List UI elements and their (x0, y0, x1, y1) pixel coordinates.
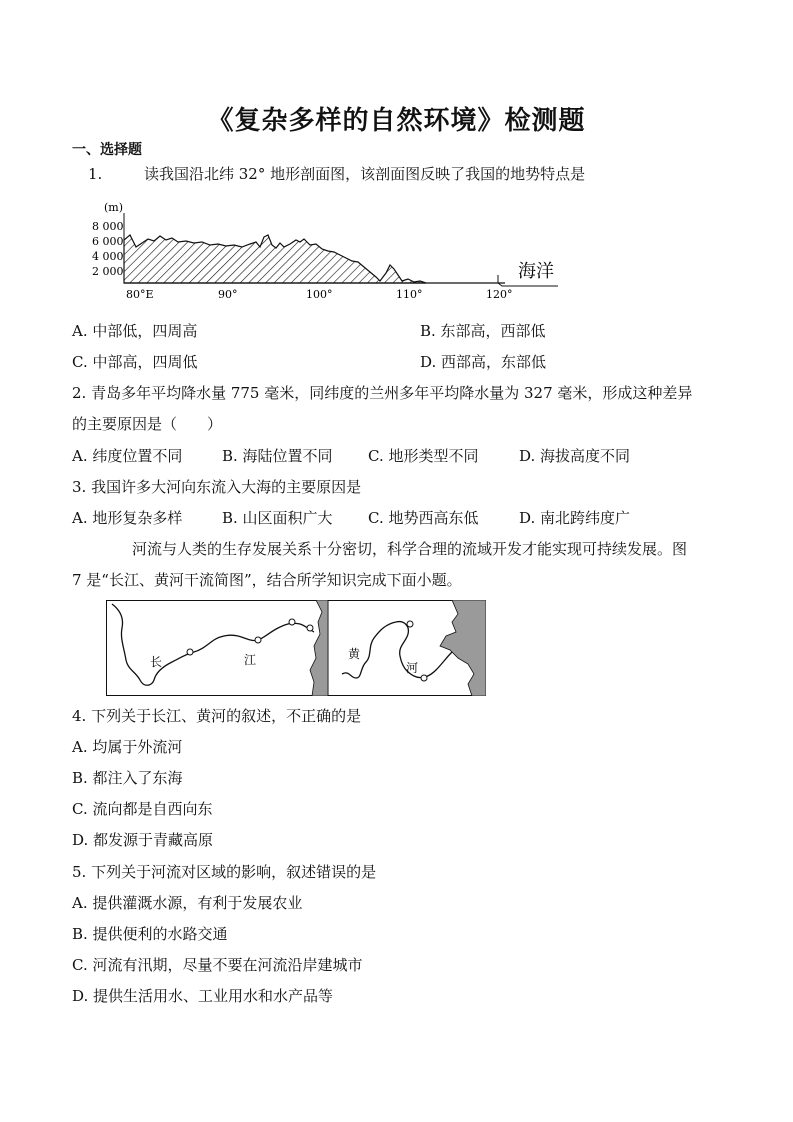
x-tick-120: 120° (486, 288, 513, 301)
yangtze-city-2 (255, 637, 261, 643)
question-4-option-c[interactable]: C. 流向都是自西向东 (72, 800, 213, 818)
section-heading: 一、选择题 (72, 142, 142, 158)
question-1-text: 读我国沿北纬 32° 地形剖面图，该剖面图反映了我国的地势特点是 (144, 165, 586, 183)
question-2-line-1: 2. 青岛多年平均降水量 775 毫米，同纬度的兰州多年平均降水量为 327 毫米，形成这种差异 (72, 384, 693, 402)
page-title: 《复杂多样的自然环境》检测题 (207, 106, 586, 136)
question-2-line-2: 的主要原因是（ ） (72, 415, 223, 433)
yangtze-label-1: 长 (150, 655, 163, 669)
question-5-option-a[interactable]: A. 提供灌溉水源，有利于发展农业 (72, 894, 303, 912)
question-1-options-row-1 (72, 321, 546, 341)
yangtze-city-3 (289, 619, 295, 625)
question-5-option-d[interactable]: D. 提供生活用水、工业用水和水产品等 (72, 987, 334, 1005)
yangtze-label-2: 江 (244, 653, 257, 667)
question-5-text: 5. 下列关于河流对区域的影响，叙述错误的是 (72, 863, 377, 881)
intro-line-2: 7 是“长江、黄河干流简图”，结合所学知识完成下面小题。 (72, 571, 462, 589)
question-3-option-b[interactable]: B. 山区面积广大 (222, 509, 333, 527)
intro-line-1: 河流与人类的生存发展关系十分密切，科学合理的流域开发才能实现可持续发展。图 (132, 540, 688, 558)
yangtze-city-4 (307, 625, 313, 631)
yellow-label-2: 河 (406, 661, 419, 675)
terrain-profile-area (124, 235, 426, 283)
y-tick-4000: 4 000 (92, 250, 124, 263)
question-1-option-a[interactable]: A. 中部低，四周高 (72, 322, 198, 340)
question-1-option-c[interactable]: C. 中部高，四周低 (72, 353, 198, 371)
y-tick-2000: 2 000 (92, 265, 124, 278)
yangtze-city-1 (187, 649, 193, 655)
y-tick-6000: 6 000 (92, 235, 124, 248)
question-5-option-b[interactable]: B. 提供便利的水路交通 (72, 925, 228, 943)
question-2-options (72, 446, 630, 466)
x-tick-80E: 80°E (126, 288, 154, 301)
terrain-profile-figure (90, 195, 570, 305)
question-1-option-b[interactable]: B. 东部高，西部低 (420, 322, 546, 340)
question-3-option-c[interactable]: C. 地势西高东低 (368, 509, 479, 527)
ocean-floor-line (498, 283, 558, 286)
question-3-option-a[interactable]: A. 地形复杂多样 (72, 509, 183, 527)
ocean-label: 海洋 (518, 261, 554, 282)
question-4-text: 4. 下列关于长江、黄河的叙述，不正确的是 (72, 707, 362, 725)
x-tick-90: 90° (218, 288, 238, 301)
question-1-option-d[interactable]: D. 西部高，东部低 (420, 353, 547, 371)
question-3-option-d[interactable]: D. 南北跨纬度广 (519, 509, 631, 527)
question-2-option-b[interactable]: B. 海陆位置不同 (222, 447, 333, 465)
y-unit-label: (m) (104, 201, 124, 214)
question-3-options (72, 508, 630, 528)
question-4-option-a[interactable]: A. 均属于外流河 (72, 738, 183, 756)
question-3-text: 3. 我国许多大河向东流入大海的主要原因是 (72, 478, 362, 496)
x-tick-100: 100° (306, 288, 333, 301)
question-2-option-d[interactable]: D. 海拔高度不同 (519, 447, 631, 465)
y-tick-8000: 8 000 (92, 220, 124, 233)
x-tick-110: 110° (396, 288, 423, 301)
question-5-option-c[interactable]: C. 河流有汛期，尽量不要在河流沿岸建城市 (72, 956, 363, 974)
question-1-number: 1. (88, 165, 103, 183)
yellow-city-2 (421, 675, 427, 681)
question-1-options-row-2 (72, 352, 547, 372)
question-4-option-b[interactable]: B. 都注入了东海 (72, 769, 183, 787)
rivers-diagram (106, 600, 486, 696)
question-4-option-d[interactable]: D. 都发源于青藏高原 (72, 831, 214, 849)
yellow-city-1 (407, 621, 413, 627)
question-2-option-a[interactable]: A. 纬度位置不同 (72, 447, 183, 465)
yellow-label-1: 黄 (348, 647, 361, 661)
question-2-option-c[interactable]: C. 地形类型不同 (368, 447, 479, 465)
rivers-diagram-frame (107, 601, 486, 696)
question-1 (88, 164, 585, 184)
